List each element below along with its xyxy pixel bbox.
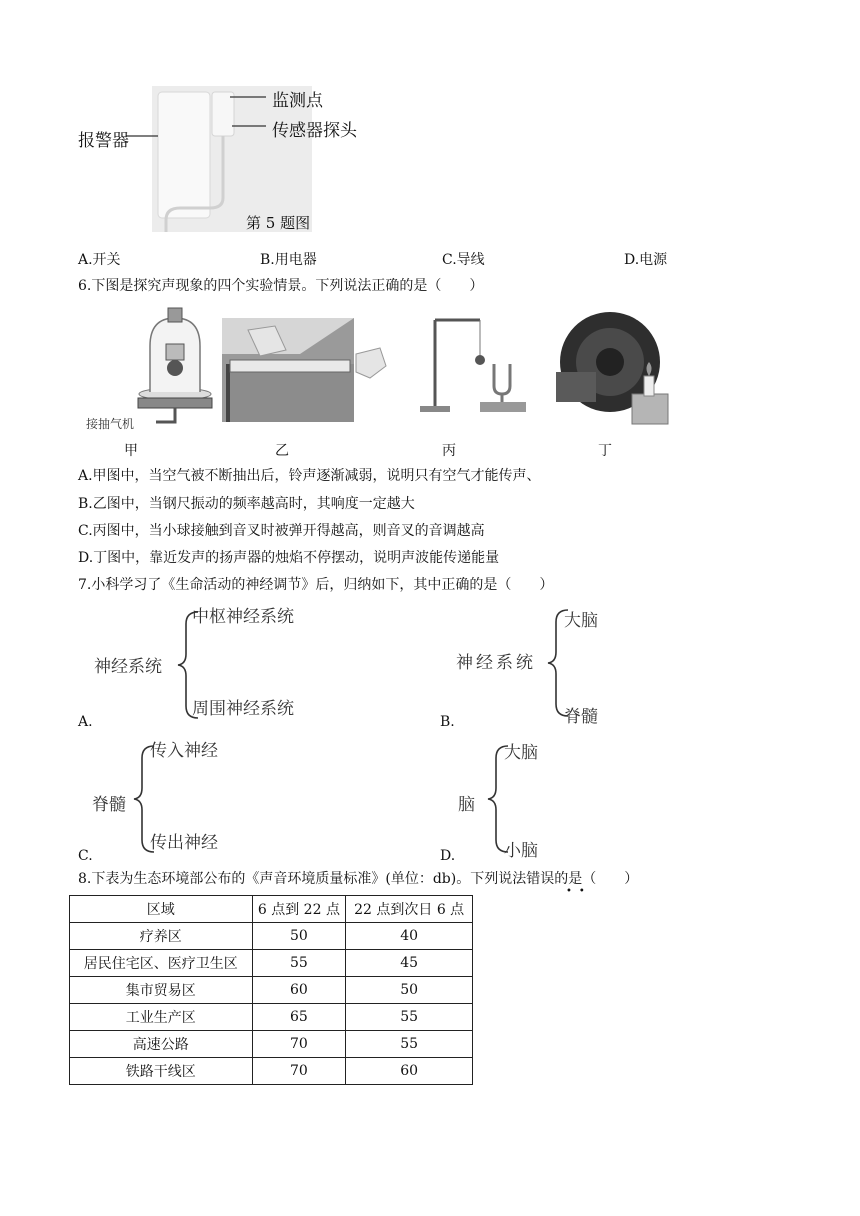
q7-a-top: 中枢神经系统 [192, 607, 294, 627]
table-cell: 50 [346, 977, 473, 1004]
table-row [70, 977, 473, 1004]
q6-caption-jia: 甲 [124, 443, 138, 459]
table-row [70, 923, 473, 950]
q5-option-c: C.导线 [442, 252, 485, 268]
q8-stem: 8.下表为生态环境部公布的《声音环境质量标准》(单位：db)。下列说法错误的是（ ） [78, 871, 639, 887]
table-cell: 70 [252, 1058, 346, 1085]
bell-jar-experiment [138, 308, 212, 422]
q6-option-d: D.丁图中，靠近发声的扬声器的烛焰不停摆动，说明声波能传递能量 [78, 550, 500, 566]
emphasis-dots: •​• [566, 886, 592, 897]
q6-caption-yi: 乙 [275, 443, 289, 459]
table-cell: 工业生产区 [70, 1004, 253, 1031]
q7-b-bottom: 脊髓 [564, 707, 598, 727]
pump-label: 接抽气机 [86, 417, 135, 431]
table-cell: 铁路干线区 [70, 1058, 253, 1085]
q5-option-a: A.开关 [78, 252, 121, 268]
q6-option-c: C.丙图中，当小球接触到音叉时被弹开得越高，则音叉的音调越高 [78, 523, 485, 539]
figure-caption: 第 5 题图 [246, 214, 311, 232]
table-header-cell: 区域 [70, 896, 253, 923]
q6-caption-bing: 丙 [442, 443, 456, 459]
table-cell: 疗养区 [70, 923, 253, 950]
q5-option-d: D.电源 [624, 252, 668, 268]
q7-a-bottom: 周围神经系统 [192, 699, 294, 719]
alarm-label: 报警器 [78, 131, 129, 151]
table-cell: 集市贸易区 [70, 977, 253, 1004]
q7-c-bottom: 传出神经 [150, 833, 218, 853]
q7-c-top: 传入神经 [150, 741, 218, 761]
table-cell: 55 [252, 950, 346, 977]
table-row [70, 1031, 473, 1058]
q7-b-root: 神经系统 [456, 653, 536, 673]
q7-option-a [78, 600, 338, 728]
q5-figure [70, 80, 390, 240]
table-header-row [70, 896, 473, 923]
q7-option-b [440, 600, 640, 728]
q7-option-d [440, 734, 600, 866]
table-cell: 40 [346, 923, 473, 950]
table-row [70, 1004, 473, 1031]
table-cell: 55 [346, 1004, 473, 1031]
alarm-device-illustration [70, 80, 390, 240]
q5-option-b: B.用电器 [260, 252, 317, 268]
table-row [70, 950, 473, 977]
table-cell: 70 [252, 1031, 346, 1058]
table-cell: 45 [346, 950, 473, 977]
q7-d-bottom: 小脑 [504, 841, 538, 861]
q7-c-letter: C. [78, 848, 93, 864]
q7-c-root: 脊髓 [92, 795, 126, 815]
sound-experiments-illustration [80, 306, 700, 436]
q7-b-letter: B. [440, 714, 455, 730]
table-row [70, 1058, 473, 1085]
q6-figure [80, 306, 700, 436]
sensor-probe-label: 传感器探头 [272, 121, 357, 141]
q7-b-top: 大脑 [564, 611, 598, 631]
table-cell: 高速公路 [70, 1031, 253, 1058]
table-cell: 60 [252, 977, 346, 1004]
q7-d-top: 大脑 [504, 743, 538, 763]
q7-d-root: 脑 [458, 795, 475, 815]
table-header-cell: 22 点到次日 6 点 [346, 896, 473, 923]
tuning-fork-experiment [420, 320, 526, 412]
q7-stem: 7.小科学习了《生命活动的神经调节》后，归纳如下，其中正确的是（ ） [78, 577, 554, 593]
table-header-cell: 6 点到 22 点 [252, 896, 346, 923]
q6-option-b: B.乙图中，当钢尺振动的频率越高时，其响度一定越大 [78, 496, 415, 512]
ruler-experiment [222, 318, 386, 422]
q7-d-letter: D. [440, 848, 456, 864]
table-cell: 60 [346, 1058, 473, 1085]
table-cell: 50 [252, 923, 346, 950]
q6-caption-ding: 丁 [598, 443, 612, 459]
noise-standard-table [69, 895, 473, 1085]
table-cell: 居民住宅区、医疗卫生区 [70, 950, 253, 977]
table-cell: 65 [252, 1004, 346, 1031]
q6-stem: 6.下图是探究声现象的四个实验情景。下列说法正确的是（ ） [78, 278, 484, 294]
q7-option-c [78, 734, 298, 866]
monitor-point-label: 监测点 [272, 91, 323, 111]
q6-option-a: A.甲图中，当空气被不断抽出后，铃声逐渐减弱，说明只有空气才能传声、 [78, 468, 541, 484]
q7-a-root: 神经系统 [94, 657, 162, 677]
q7-a-letter: A. [78, 714, 93, 730]
speaker-candle-experiment [556, 312, 668, 424]
table-cell: 55 [346, 1031, 473, 1058]
